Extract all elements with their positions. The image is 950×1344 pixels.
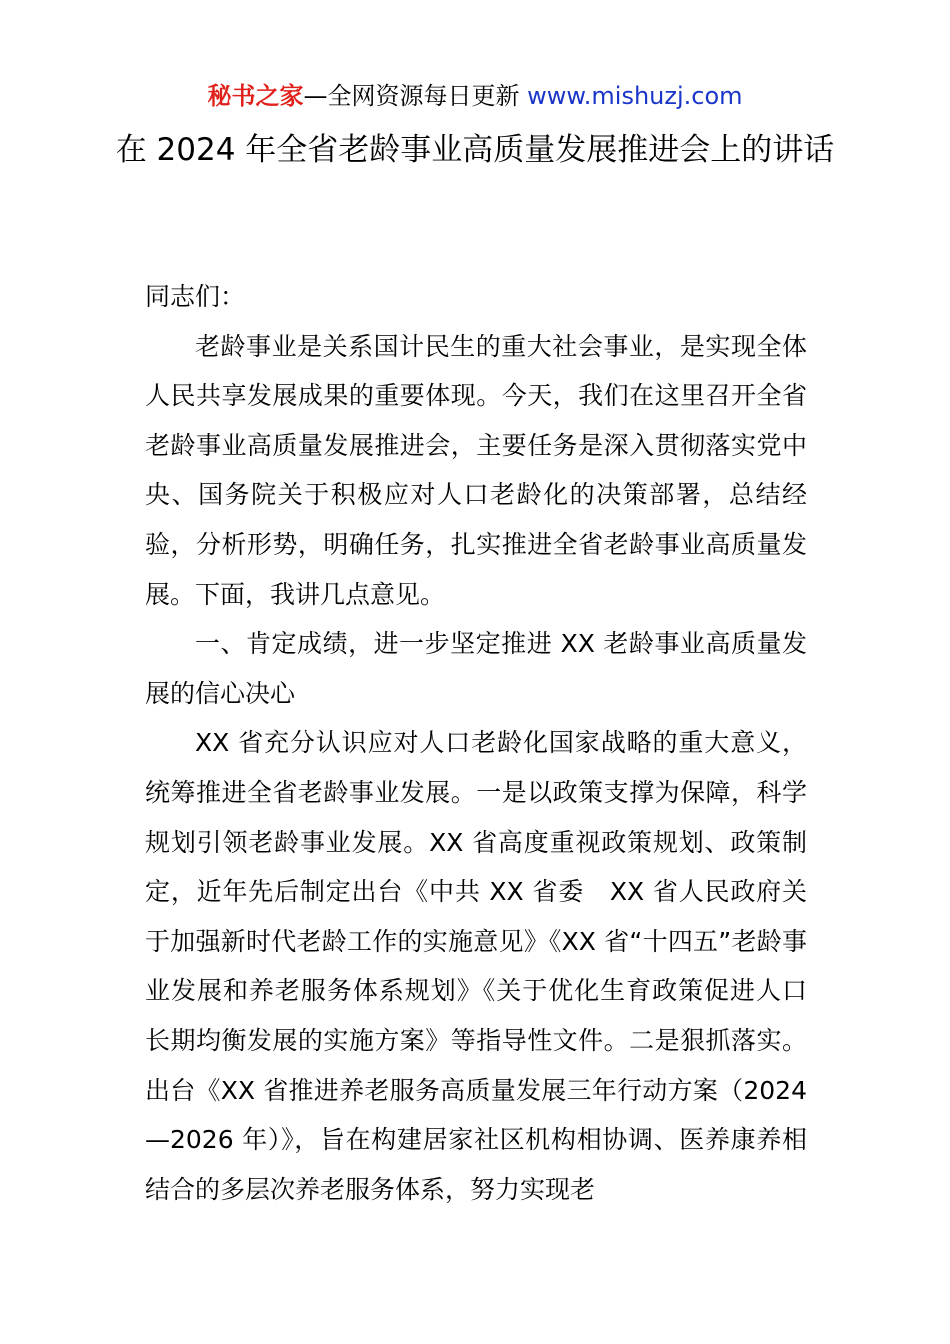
section-heading-1: 一、肯定成绩，进一步坚定推进 XX 老龄事业高质量发展的信心决心 bbox=[145, 629, 807, 708]
document-body bbox=[145, 272, 807, 1214]
site-url-link[interactable]: www.mishuzj.com bbox=[527, 82, 743, 110]
header-tagline: —全网资源每日更新 bbox=[303, 82, 520, 110]
brand-name: 秘书之家 bbox=[207, 82, 304, 110]
paragraph-intro: 老龄事业是关系国计民生的重大社会事业，是实现全体人民共享发展成果的重要体现。今天，我们在这里召开全省老龄事业高质量发展推进会，主要任务是深入贯彻落实党中央、国务院关于积极应对人口老龄化的决策部署，总结经验，分析形势，明确任务，扎实推进全省老龄事业高质量发展。下面，我讲几点意见。 bbox=[145, 331, 807, 609]
document-title: 在 2024 年全省老龄事业高质量发展推进会上的讲话 bbox=[115, 132, 835, 168]
salutation: 同志们： bbox=[145, 282, 246, 311]
paragraph-achievements: XX 省充分认识应对人口老龄化国家战略的重大意义，统筹推进全省老龄事业发展。一是以政策支撑为保障，科学规划引领老龄事业发展。XX 省高度重视政策规划、政策制定，近年先后制定出台《中共 XX 省委 XX 省人民政府关于加强新时代老龄工作的实施意见》《XX 省“十四五”老龄事业发展和养老服务体系规划》《关于优化生育政策促进人口长期均衡发展的实施方案》等指导性文件。二是狠抓落实。出台《XX 省推进养老服务高质量发展三年行动方案（2024—2026 年）》，旨在构建居家社区机构相协调、医养康养相结合的多层次养老服务体系，努力实现老 bbox=[145, 728, 807, 1204]
site-header bbox=[0, 78, 950, 114]
